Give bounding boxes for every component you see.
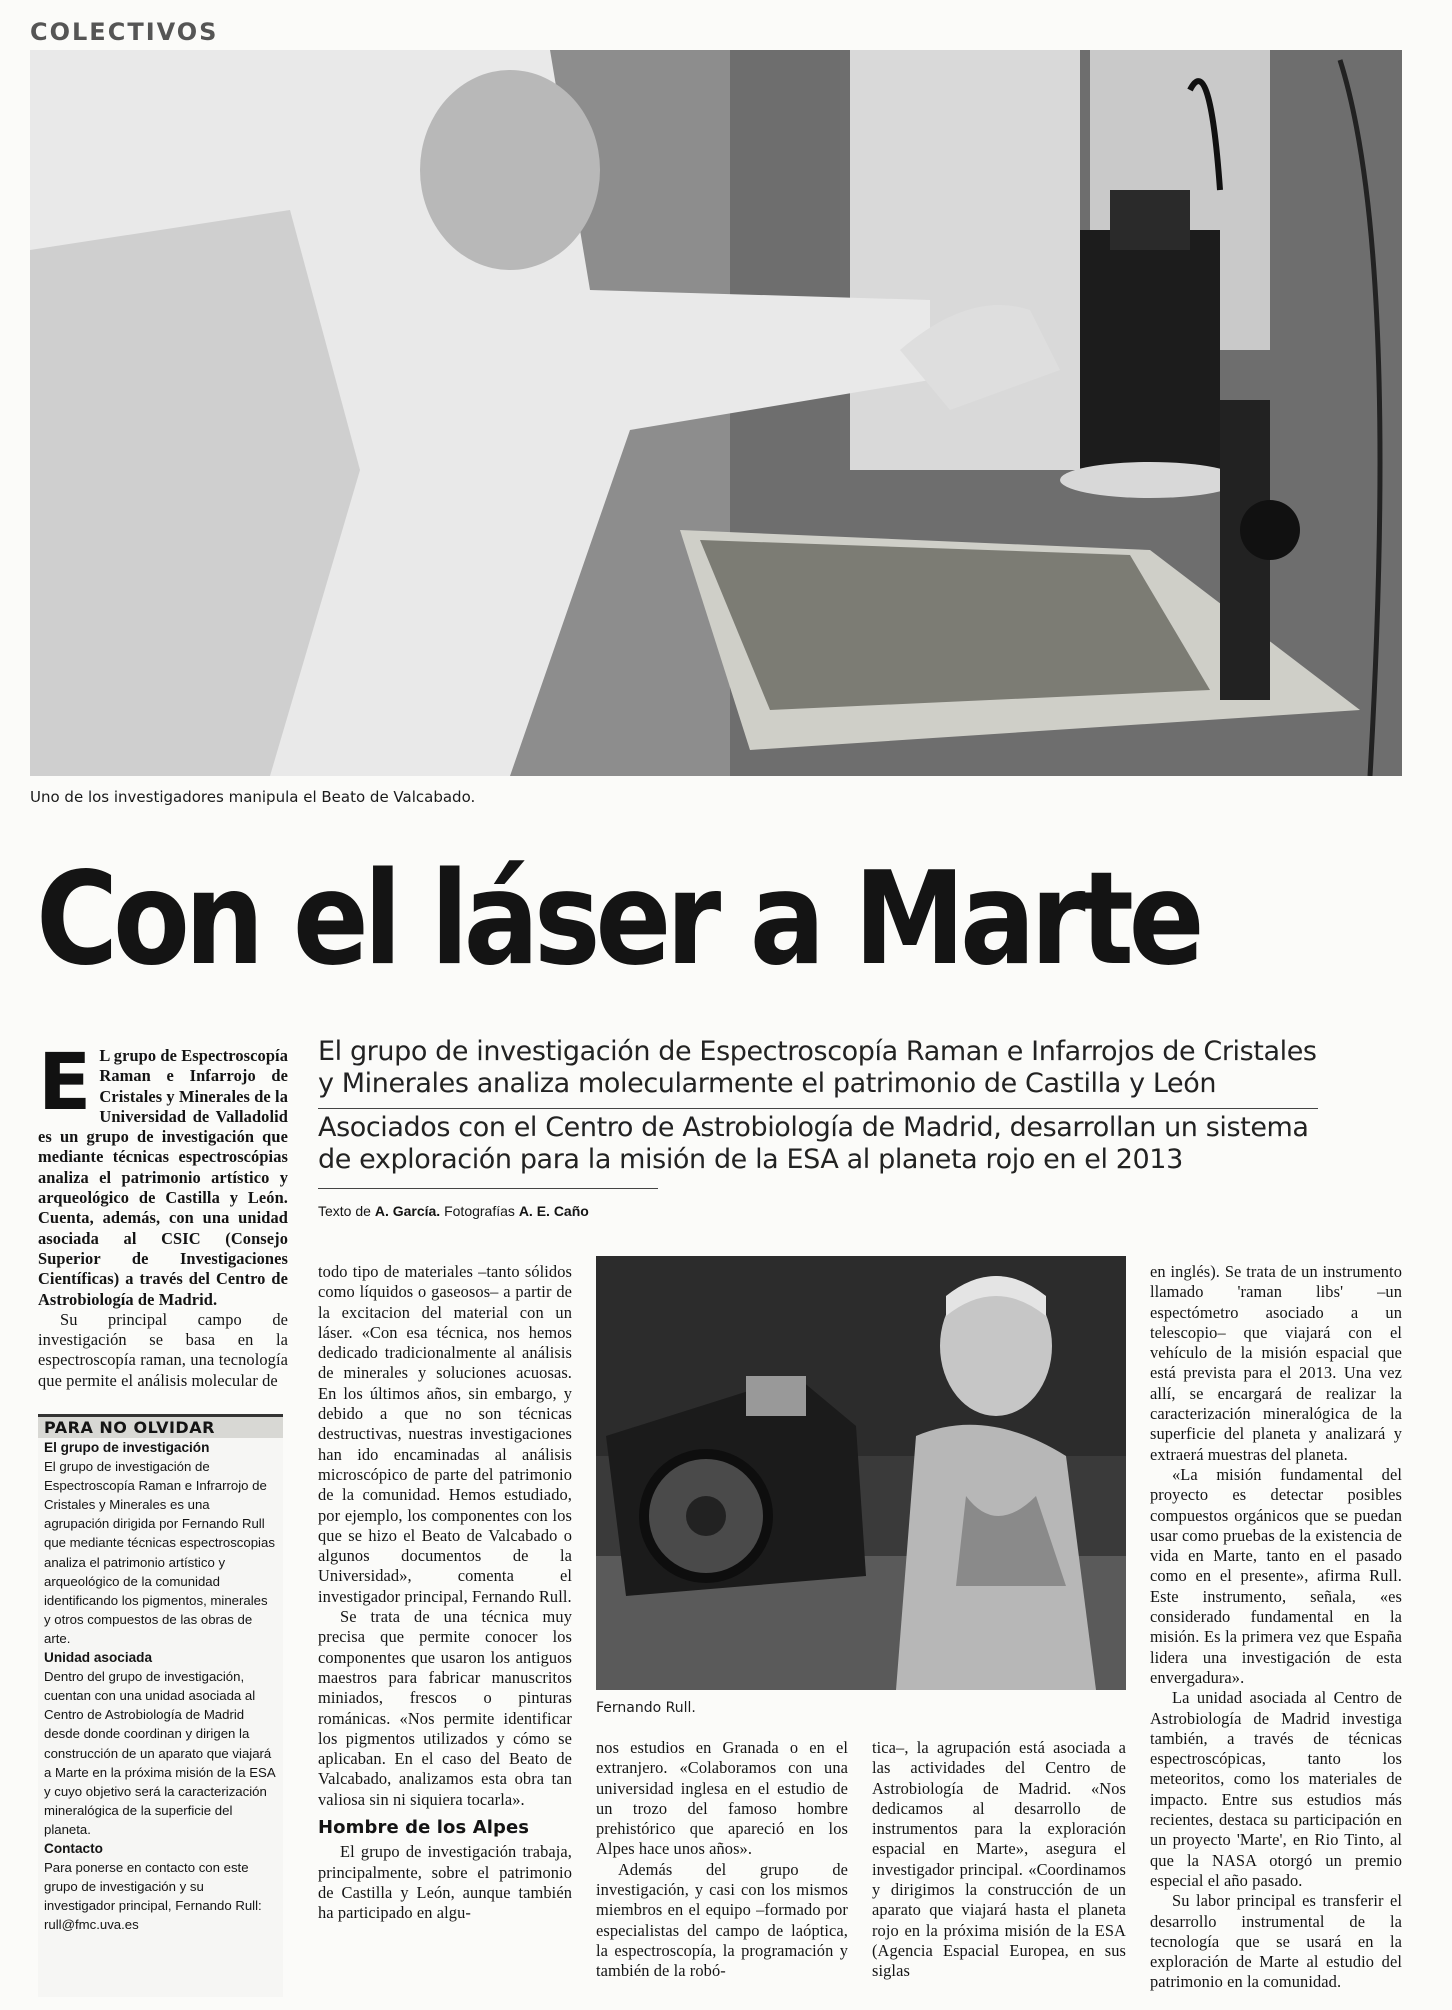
top-photo-caption: Uno de los investigadores manipula el Beato de Valcabado.	[30, 788, 476, 806]
sidebar-heading-unit: Unidad asociada	[44, 1650, 153, 1666]
sidebar-box	[38, 1414, 283, 1997]
sidebar-heading-contact: Contacto	[44, 1840, 103, 1856]
portrait-photo	[596, 1256, 1126, 1690]
column-5	[1150, 1262, 1402, 1993]
byline	[318, 1203, 589, 1219]
sidebar-title: PARA NO OLVIDAR	[38, 1417, 283, 1438]
column-5-paragraph-2: «La misión fundamental del proyecto es detectar posibles compuestos orgánicos que se puedan usar como pruebas de la existencia de vida en Marte, tanto en el pasado como en el presente», afirma Rull. Este instrumento, señala, «es considerado fundamental en la misión. Es la primera vez que España lidera una investigación de esta envergadura».	[1150, 1464, 1402, 1687]
column-5-paragraph-4: Su labor principal es transferir el desarrollo instrumental de la tecnología que se usará en la exploración de Marte al estudio del patrimonio en la comunidad.	[1150, 1891, 1402, 1992]
sidebar-body	[38, 1438, 283, 1934]
byline-divider	[318, 1188, 658, 1189]
lab-microscope-photo	[30, 50, 1402, 776]
column-3-paragraph-2: Además del grupo de investigación, y casi con los mismos miembros en el equipo –formado por especialistas del campo de laóptica, la espectroscopía, la programación y también de la robó-	[596, 1859, 848, 1981]
column-5-paragraph-1: en inglés). Se trata de un instrumento llamado 'raman libs' –un espectómetro asociado a un telescopio– que viajará con el vehículo de la misión espacial que está prevista para el 2013. Una vez allí, se encargará de realizar la caracterización mineralógica de la superficie del planeta y analizará y extraerá muestras del planeta.	[1150, 1262, 1402, 1464]
deck-divider	[318, 1108, 1318, 1109]
column-1	[38, 1038, 288, 1391]
byline-prefix: Texto de	[318, 1203, 371, 1219]
column-2	[318, 1262, 572, 1924]
byline-author: A. García.	[374, 1203, 441, 1219]
byline-photo-prefix: Fotografías	[444, 1203, 515, 1219]
byline-photographer: A. E. Caño	[518, 1203, 589, 1219]
lead-text: L grupo de Espectroscopía Raman e Infarrojo de Cristales y Minerales de la Universidad de Valladolid es un grupo de investigación que mediante técnicas espectroscópias analiza el patrimonio artístico y arqueológico de Castilla y León. Cuenta, además, con una unidad asociada al CSIC (Consejo Superior de Investigaciones Científicas) a través del Centro de Astrobiología de Madrid.	[38, 1046, 288, 1309]
sidebar-text-contact: Para ponerse en contacto con este grupo de investigación y su investigador principal, Fernando Rull: rull@fmc.uva.es	[44, 1860, 262, 1933]
section-label: COLECTIVOS	[30, 18, 219, 46]
deck-first: El grupo de investigación de Espectroscopía Raman e Infarrojos de Cristales y Minerales analiza molecularmente el patrimonio de Castilla y León	[318, 1036, 1317, 1099]
drop-cap: E	[38, 1038, 92, 1128]
column-4-paragraph-1: tica–, la agrupación está asociada a las actividades del Centro de Astrobiología de Madrid. «Nos dedicamos al desarrollo de instrumentos para la exploración espacial en Marte», asegura el investigador principal. «Coordinamos y dirigimos la construcción de un aparato que viajará hasta el planeta rojo en la próxima misión de la ESA (Agencia Espacial Europea, en sus siglas	[872, 1738, 1126, 1981]
sidebar-text-unit: Dentro del grupo de investigación, cuentan con una unidad asociada al Centro de Astrobiología de Madrid desde donde coordinan y dirigen la construcción de un aparato que viajará a Marte en la próxima misión de la ESA y cuyo objetivo será la caracterización mineralógica de la superficie del planeta.	[44, 1669, 275, 1837]
column-5-paragraph-3: La unidad asociada al Centro de Astrobiología de Madrid investiga también, a través de técnicas espectroscópicas, tanto los meteoritos, como los materiales de impacto. Entre sus estudios más recientes, destaca su participación en un proyecto 'Marte', en Rio Tinto, al que la NASA otorgó un premio especial el año pasado.	[1150, 1688, 1402, 1890]
subhead-hombre-alpes: Hombre de los Alpes	[318, 1817, 530, 1839]
column-3-paragraph-1: nos estudios en Granada o en el extranjero. «Colaboramos con una universidad inglesa en el estudio de un trozo del famoso hombre prehistórico que apareció en los Alpes hace unos años».	[596, 1738, 848, 1859]
lead-paragraph	[38, 1038, 288, 1310]
deck-second: Asociados con el Centro de Astrobiología de Madrid, desarrollan un sistema de exploración para la misión de la ESA al planeta rojo en el 2013	[318, 1112, 1309, 1175]
portrait-caption: Fernando Rull.	[596, 1700, 696, 1716]
column-3	[596, 1738, 848, 1982]
sidebar-heading-group: El grupo de investigación	[44, 1440, 210, 1455]
column-2-paragraph-1: todo tipo de materiales –tanto sólidos como líquidos o gaseosos– a partir de la excitacion del material con un láser. «Con esa técnica, nos hemos dedicado tradicionalmente al análisis de minerales y soluciones acuosas. En los últimos años, sin embargo, y debido a que no son técnicas destructivas, nuestras investigaciones han ido encaminadas al análisis microscópico de parte del patrimonio de la comunidad. Hemos estudiado, por ejemplo, los componentes con los que se hizo el Beato de Valcabado o algunos documentos de la Universidad», comenta el investigador principal, Fernando Rull.	[318, 1262, 572, 1606]
column-2-paragraph-3: El grupo de investigación trabaja, principalmente, sobre el patrimonio de Castilla y León, aunque también ha participado en algu-	[318, 1842, 572, 1923]
column-4	[872, 1738, 1126, 1982]
column-1-paragraph-2: Su principal campo de investigación se basa en la espectroscopía raman, una tecnología que permite el análisis molecular de	[38, 1309, 288, 1390]
headline: Con el láser a Marte	[36, 845, 1200, 994]
column-2-paragraph-2: Se trata de una técnica muy precisa que permite conocer los componentes que usaron los antiguos maestros para fabricar manuscritos miniados, frescos o pinturas románicas. «Nos permite identificar los pigmentos utilizados y cómo se aplicaban. En el caso del Beato de Valcabado, analizamos esta obra tan valiosa sin ni siquiera tocarla».	[318, 1607, 572, 1809]
sidebar-text-group: El grupo de investigación de Espectroscopía Raman e Infrarrojo de Cristales y Minerales es una agrupación dirigida por Fernando Rull que mediante técnicas espectroscopias analiza el patrimonio artístico y arqueológico de la comunidad identificando los pigmentos, minerales y otros compuestos de las obras de arte.	[44, 1459, 275, 1646]
